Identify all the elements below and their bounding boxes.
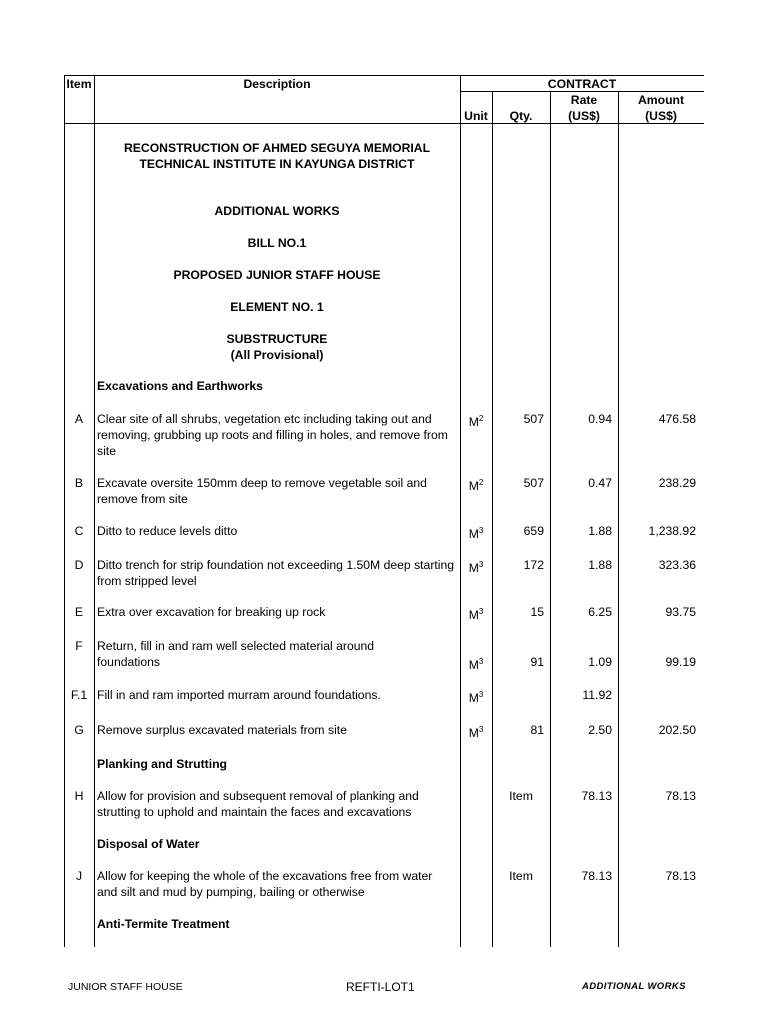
item-description: Allow for provision and subsequent removal of planking and strutting to uphold and maintain the faces and excavations — [97, 789, 419, 819]
item-code: F — [75, 639, 83, 653]
proposed-title: PROPOSED JUNIOR STAFF HOUSE — [173, 268, 381, 282]
item-amount: 93.75 — [665, 605, 696, 619]
item-code: H — [74, 789, 84, 803]
footer-left: JUNIOR STAFF HOUSE — [68, 981, 183, 993]
bill-number: BILL NO.1 — [247, 236, 307, 250]
item-description: Ditto to reduce levels ditto — [97, 524, 238, 538]
item-code: E — [74, 605, 84, 619]
item-rate: 2.50 — [588, 723, 612, 737]
item-code: D — [74, 558, 84, 572]
section-heading-excavations: Excavations and Earthworks — [97, 379, 263, 393]
item-qty: 507 — [523, 476, 544, 490]
item-description: Allow for keeping the whole of the excavations free from water and silt and mud by pumping, bailing or otherwise — [97, 869, 433, 899]
item-amount: 78.13 — [665, 869, 696, 883]
item-rate: 1.88 — [588, 558, 612, 572]
item-amount: 78.13 — [665, 789, 696, 803]
column-line — [64, 75, 65, 947]
header-unit: Unit — [464, 109, 488, 123]
item-unit: $M^3$ — [468, 607, 484, 622]
header-contract: CONTRACT — [547, 77, 617, 91]
item-rate: 6.25 — [588, 605, 612, 619]
item-description: Fill in and ram imported murram around foundations. — [97, 688, 381, 702]
item-qty: 507 — [523, 412, 544, 426]
item-description: Remove surplus excavated materials from site — [97, 723, 347, 737]
item-qty: 15 — [530, 605, 544, 619]
footer-right: ADDITIONAL WORKS — [582, 981, 686, 992]
header-rate: Rate — [570, 93, 598, 107]
column-line — [460, 75, 461, 947]
item-unit: $M^2$ — [468, 414, 484, 429]
section-heading-anti-termite: Anti-Termite Treatment — [97, 917, 230, 931]
item-code: B — [74, 476, 84, 490]
section-heading-disposal: Disposal of Water — [97, 837, 200, 851]
item-qty: Item — [509, 789, 533, 803]
item-description: Clear site of all shrubs, vegetation etc including taking out and removing, grubbing up roots and filling in holes, and remove from site — [97, 412, 448, 458]
item-rate: 78.13 — [581, 789, 612, 803]
item-unit: $M^3$ — [468, 657, 484, 672]
project-title-line1: RECONSTRUCTION OF AHMED SEGUYA MEMORIAL — [123, 141, 431, 155]
header-rate-unit: (US$) — [568, 109, 600, 123]
item-rate: 0.94 — [588, 412, 612, 426]
item-unit: $M^3$ — [468, 526, 484, 541]
item-code: G — [74, 723, 84, 737]
header-qty: Qty. — [509, 109, 533, 123]
item-rate: 1.09 — [588, 655, 612, 669]
item-amount: 202.50 — [658, 723, 696, 737]
column-line — [550, 91, 551, 947]
item-amount: 323.36 — [658, 558, 696, 572]
item-unit: $M^3$ — [468, 560, 484, 575]
substructure-title: SUBSTRUCTURE — [226, 332, 328, 346]
header-amount: Amount — [637, 93, 685, 107]
header-amount-unit: (US$) — [645, 109, 677, 123]
item-description: Extra over excavation for breaking up rock — [97, 605, 326, 619]
provisional-note: (All Provisional) — [230, 348, 324, 362]
item-amount: 238.29 — [658, 476, 696, 490]
item-code: C — [74, 524, 84, 538]
item-code: F.1 — [70, 688, 88, 702]
column-line — [618, 91, 619, 947]
item-description: Excavate oversite 150mm deep to remove vegetable soil and remove from site — [97, 476, 427, 506]
item-qty: 659 — [523, 524, 544, 538]
item-qty: 91 — [530, 655, 544, 669]
header-item: Item — [66, 77, 92, 91]
footer-center: REFTI-LOT1 — [346, 980, 415, 994]
item-description: Ditto trench for strip foundation not exceeding 1.50M deep starting from stripped level — [97, 558, 455, 588]
item-code: A — [74, 412, 84, 426]
item-code: J — [75, 869, 83, 883]
additional-works-title: ADDITIONAL WORKS — [214, 204, 340, 218]
item-qty: 81 — [530, 723, 544, 737]
item-rate: 0.47 — [588, 476, 612, 490]
item-rate: 11.92 — [582, 688, 612, 702]
item-rate: 1.88 — [588, 524, 612, 538]
item-amount: 99.19 — [665, 655, 696, 669]
item-amount: 1,238.92 — [648, 524, 696, 538]
item-unit: $M^3$ — [468, 725, 484, 740]
item-qty: 172 — [523, 558, 544, 572]
element-title: ELEMENT NO. 1 — [230, 300, 324, 314]
item-unit: $M^3$ — [468, 690, 484, 705]
item-description: Return, fill in and ram well selected material around foundations — [97, 639, 375, 669]
column-line — [492, 91, 493, 947]
item-unit: $M^2$ — [468, 478, 484, 493]
item-amount: 476.58 — [658, 412, 696, 426]
item-qty: Item — [509, 869, 533, 883]
header-description: Description — [243, 77, 311, 91]
section-heading-planking: Planking and Strutting — [97, 757, 227, 771]
item-rate: 78.13 — [581, 869, 612, 883]
project-title-line2: TECHNICAL INSTITUTE IN KAYUNGA DISTRICT — [139, 157, 415, 171]
